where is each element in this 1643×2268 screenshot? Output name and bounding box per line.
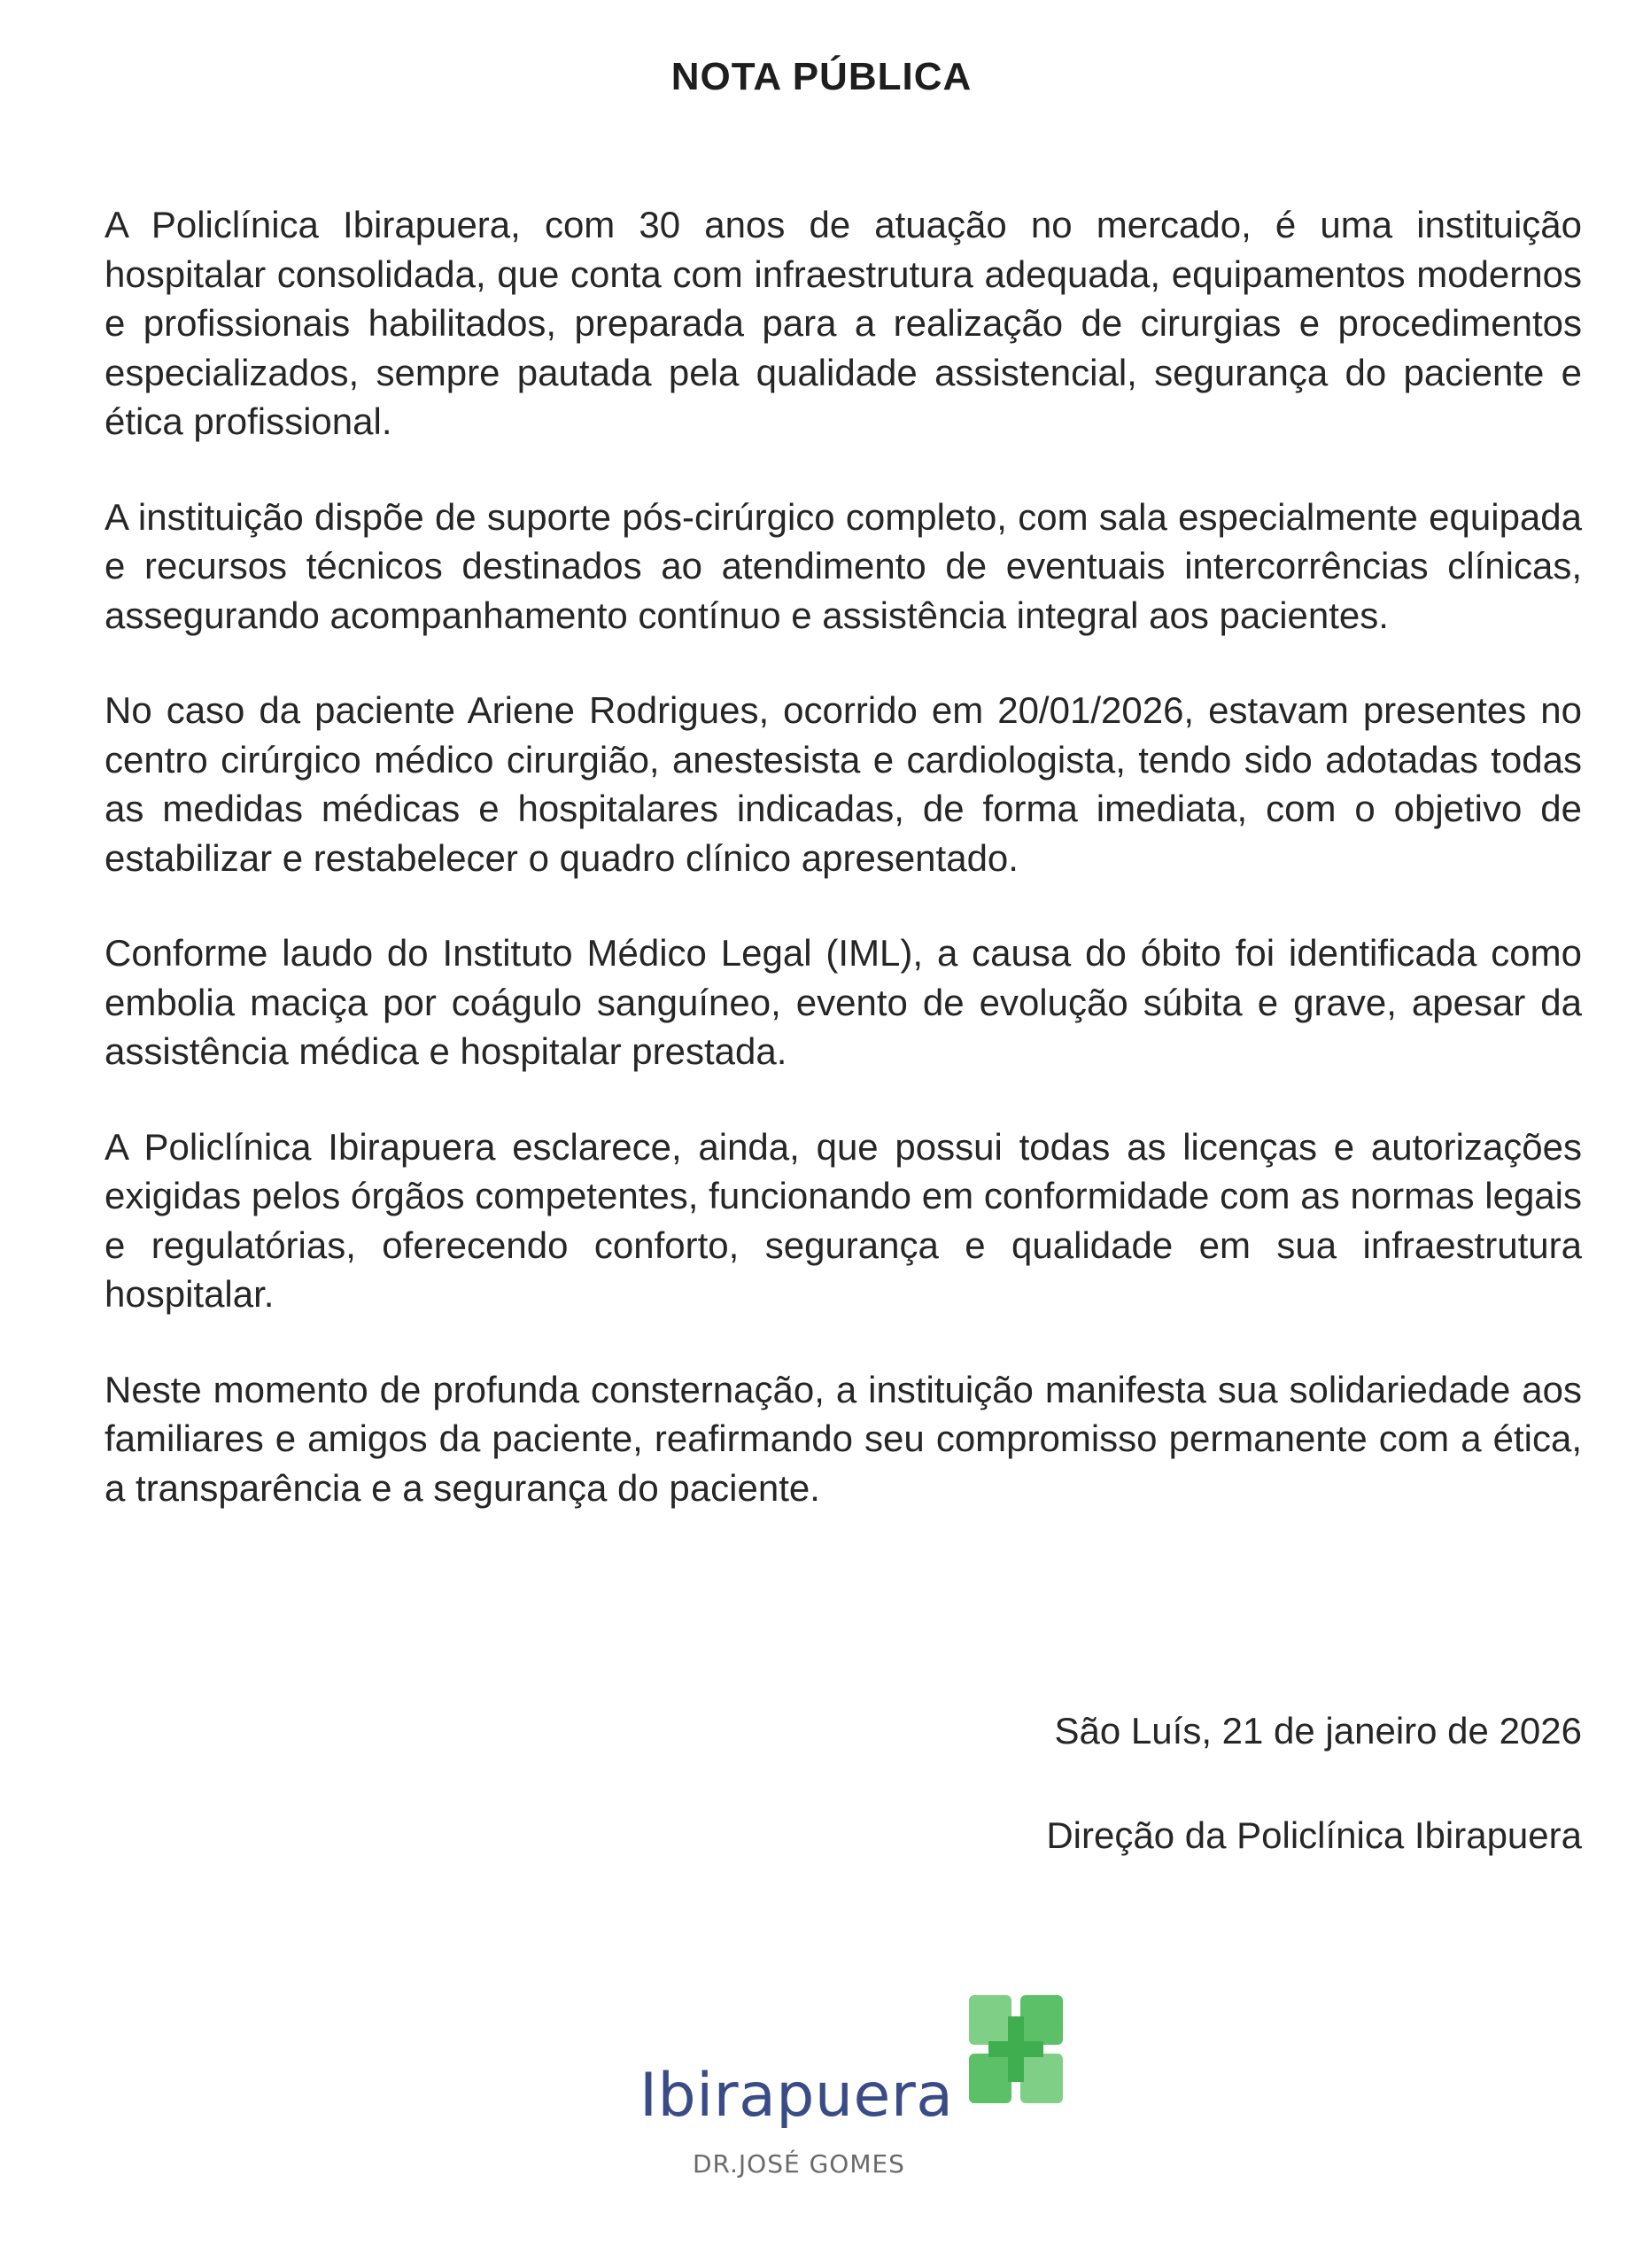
paragraph-intro: A Policlínica Ibirapuera, com 30 anos de atuação no mercado, é uma instituição hospitalar consolidada, que conta com infraestrutura adequada, equipamentos modernos e profissionais habilitados, preparada para a realização de cirurgias e procedimentos especializados, sempre pautada pela qualidade assistencial, segurança do paciente e ética profissional.: [105, 204, 1582, 442]
logo-subtitle: DR.JOSÉ GOMES: [693, 2149, 905, 2179]
cross-leaf-icon: [964, 1992, 1068, 2107]
paragraph-solidarity: Neste momento de profunda consternação, a instituição manifesta sua solidariedade aos familiares e amigos da paciente, reafirmando seu compromisso permanente com a ética, a transparência e a segurança do paciente.: [105, 1368, 1582, 1509]
document-body: [105, 200, 1582, 1558]
document-title: NOTA PÚBLICA: [670, 55, 973, 98]
paragraph-patient-case: No caso da paciente Ariene Rodrigues, ocorrido em 20/01/2026, estavam presentes no centro cirúrgico médico cirurgião, anestesista e cardiologista, tendo sido adotadas todas as medidas médicas e hospitalares indicadas, de forma imediata, com o objetivo de estabilizar e restabelecer o quadro clínico apresentado.: [105, 689, 1582, 879]
logo-wordmark: Ibirapuera: [639, 2061, 954, 2131]
logo-leaf-bottom-left: [969, 2054, 1011, 2103]
paragraph-post-surgical-support: A instituição dispõe de suporte pós-cirúrgico completo, com sala especialmente equipada e recursos técnicos destinados ao atendimento de eventuais intercorrências clínicas, assegurando acompanhamento contínuo e assistência integral aos pacientes.: [105, 495, 1582, 636]
paragraph-licenses: A Policlínica Ibirapuera esclarece, ainda, que possui todas as licenças e autorizações exigidas pelos órgãos competentes, funcionando em conformidade com as normas legais e regulatórias, oferecendo conforto, segurança e qualidade em sua infraestrutura hospitalar.: [105, 1125, 1582, 1315]
place-date: São Luís, 21 de janeiro de 2026: [1054, 1710, 1582, 1751]
logo-leaf-top-right: [1020, 1995, 1063, 2045]
paragraph-iml-report: Conforme laudo do Instituto Médico Legal (IML), a causa do óbito foi identificada como embolia maciça por coágulo sanguíneo, evento de evolução súbita e grave, apesar da assistência médica e hospitalar prestada.: [105, 932, 1582, 1072]
ibirapuera-logo: [639, 1983, 1082, 2178]
logo-cross-horizontal: [988, 2041, 1043, 2057]
signature: Direção da Policlínica Ibirapuera: [1046, 1814, 1582, 1856]
logo-leaf-top-left: [969, 1995, 1011, 2045]
logo-leaf-bottom-right: [1020, 2054, 1063, 2103]
